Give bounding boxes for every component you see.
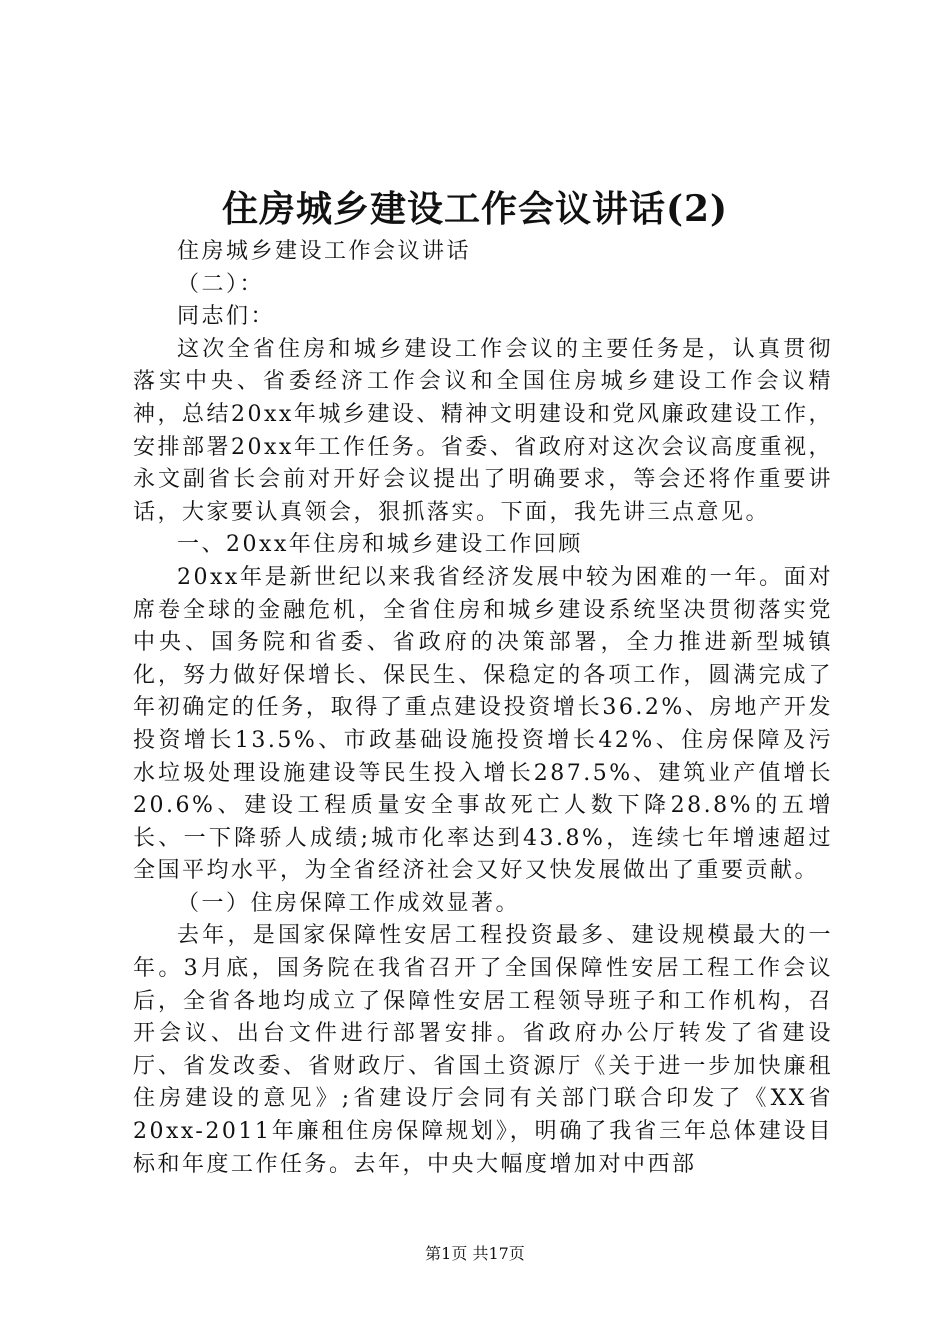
document-body [133, 236, 833, 1181]
review-paragraph: 20xx年是新世纪以来我省经济发展中较为困难的一年。面对席卷全球的金融危机，全省住房和城乡建设系统坚决贯彻落实党中央、国务院和省委、省政府的决策部署，全力推进新型城镇化，努力做好保增长、保民生、保稳定的各项工作，圆满完成了年初确定的任务，取得了重点建设投资增长36.2%、房地产开发投资增长13.5%、市政基础设施投资增长42%、住房保障及污水垃圾处理设施建设等民生投入增长287.5%、建筑业产值增长20.6%、建设工程质量安全事故死亡人数下降28.8%的五增长、一下降骄人成绩;城市化率达到43.8%，连续七年增速超过全国平均水平，为全省经济社会又好又快发展做出了重要贡献。 [133, 564, 833, 884]
page-footer: 第1页 共17页 [425, 1244, 525, 1263]
document-title: 住房城乡建设工作会议讲话(2) [221, 188, 729, 230]
housing-paragraph: 去年，是国家保障性安居工程投资最多、建设规模最大的一年。3月底，国务院在我省召开了全国保障性安居工程工作会议后，全省各地均成立了保障性安居工程领导班子和工作机构，召开会议、出台文件进行部署安排。省政府办公厅转发了省建设厅、省发改委、省财政厅、省国土资源厅《关于进一步加快廉租住房建设的意见》;省建设厅会同有关部门联合印发了《XX省20xx-2011年廉租住房保障规划》，明确了我省三年总体建设目标和年度工作任务。去年，中央大幅度增加对中西部 [133, 923, 833, 1177]
intro-paragraph: 这次全省住房和城乡建设工作会议的主要任务是，认真贯彻落实中央、省委经济工作会议和全国住房城乡建设工作会议精神，总结20xx年城乡建设、精神文明建设和党风廉政建设工作，安排部署20xx年工作任务。省委、省政府对这次会议高度重视，永文副省长会前对开好会议提出了明确要求，等会还将作重要讲话，大家要认真领会，狠抓落实。下面，我先讲三点意见。 [133, 336, 833, 525]
section-heading-review: 一、20xx年住房和城乡建设工作回顾 [177, 532, 583, 558]
part-number-line: （二）： [177, 271, 265, 297]
salutation-line: 同志们： [177, 304, 276, 330]
subtitle-line: 住房城乡建设工作会议讲话 [177, 239, 472, 264]
subsection-heading-housing: （一）住房保障工作成效显著。 [177, 890, 521, 916]
